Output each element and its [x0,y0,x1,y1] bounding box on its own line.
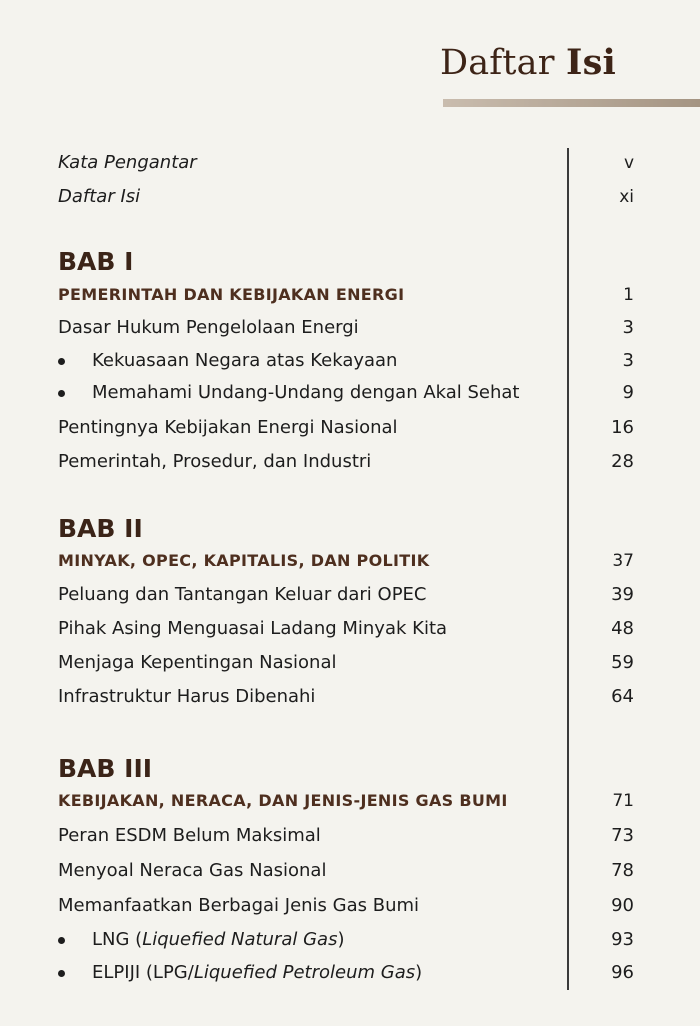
toc-entry-page: 93 [611,929,634,950]
toc-entry-label: Daftar Isi [58,186,141,207]
toc-entry-label [92,958,422,988]
toc-entry-page: xi [619,187,634,207]
toc-entry-page: 64 [611,686,634,707]
toc-entry-page: 71 [612,791,634,811]
toc-entry-page: 96 [611,962,634,983]
toc-entry-label: Dasar Hukum Pengelolaan Energi [58,317,359,338]
toc-entry-page: 39 [611,584,634,605]
bullet-icon [58,937,65,944]
toc-entry[interactable] [0,413,700,443]
toc-entry-daftar-isi[interactable] [0,182,700,212]
toc-entry[interactable] [0,313,700,343]
bullet-icon [58,970,65,977]
toc-chapter-title-1[interactable] [0,280,700,310]
toc-entry[interactable] [0,447,700,477]
toc-entry-label: Pentingnya Kebijakan Energi Nasional [58,417,398,438]
toc-chapter-title-3[interactable] [0,786,700,816]
toc-entry-page: 9 [622,382,634,403]
chapter-heading-bab-2: BAB II [58,514,143,543]
toc-entry[interactable] [0,821,700,851]
toc-entry-page: 37 [612,551,634,571]
toc-entry[interactable] [0,648,700,678]
toc-chapter-title-2[interactable] [0,546,700,576]
toc-entry-label: Menyoal Neraca Gas Nasional [58,860,327,881]
bullet-icon [58,390,65,397]
toc-entry-label: MINYAK, OPEC, KAPITALIS, DAN POLITIK [58,551,430,570]
title-underline [443,99,700,107]
toc-entry-label: Memanfaatkan Berbagai Jenis Gas Bumi [58,895,420,916]
toc-entry-label: Peran ESDM Belum Maksimal [58,825,321,846]
toc-entry-page: 59 [611,652,634,673]
toc-entry-page: 3 [622,317,634,338]
toc-entry-label: Infrastruktur Harus Dibenahi [58,686,316,707]
label-suffix: ) [337,929,345,950]
toc-entry-label: Peluang dan Tantangan Keluar dari OPEC [58,584,427,605]
toc-entry-label: KEBIJAKAN, NERACA, DAN JENIS-JENIS GAS BUMI [58,791,508,810]
title-word-daftar: Daftar [439,43,555,83]
toc-entry-page: 3 [622,350,634,371]
label-italic: Liquefied Petroleum Gas [193,962,416,983]
toc-entry-page: 1 [623,285,634,305]
toc-entry-label: PEMERINTAH DAN KEBIJAKAN ENERGI [58,285,405,304]
toc-entry-page: 90 [611,895,634,916]
toc-entry[interactable] [0,891,700,921]
label-italic: Liquefied Natural Gas [142,929,338,950]
title-word-isi: Isi [566,42,616,83]
toc-subentry[interactable] [0,958,700,988]
toc-entry[interactable] [0,682,700,712]
chapter-heading-bab-3: BAB III [58,754,153,783]
toc-subentry[interactable] [0,378,700,408]
label-suffix: ) [415,962,423,983]
label-prefix: LNG ( [92,929,143,950]
label-prefix: ELPIJI (LPG/ [92,962,194,983]
toc-entry[interactable] [0,614,700,644]
toc-entry[interactable] [0,856,700,886]
toc-entry-label: Memahami Undang-Undang dengan Akal Sehat [92,382,520,403]
bullet-icon [58,358,65,365]
toc-subentry[interactable] [0,925,700,955]
toc-entry-page: 28 [611,451,634,472]
toc-entry-label: Kata Pengantar [58,152,197,173]
toc-entry-kata-pengantar[interactable] [0,148,700,178]
toc-entry-page: 73 [611,825,634,846]
toc-entry-label: Pihak Asing Menguasai Ladang Minyak Kita [58,618,448,639]
toc-subentry[interactable] [0,346,700,376]
toc-entry-page: v [623,153,634,173]
toc-entry-label: Kekuasaan Negara atas Kekayaan [92,350,398,371]
toc-entry-label: Pemerintah, Prosedur, dan Industri [58,451,372,472]
toc-entry-page: 16 [611,417,634,438]
toc-entry-page: 78 [611,860,634,881]
toc-entry-page: 48 [611,618,634,639]
toc-entry[interactable] [0,580,700,610]
page-title [440,42,616,83]
toc-entry-label [92,925,344,955]
chapter-heading-bab-1: BAB I [58,247,134,276]
toc-entry-label: Menjaga Kepentingan Nasional [58,652,337,673]
